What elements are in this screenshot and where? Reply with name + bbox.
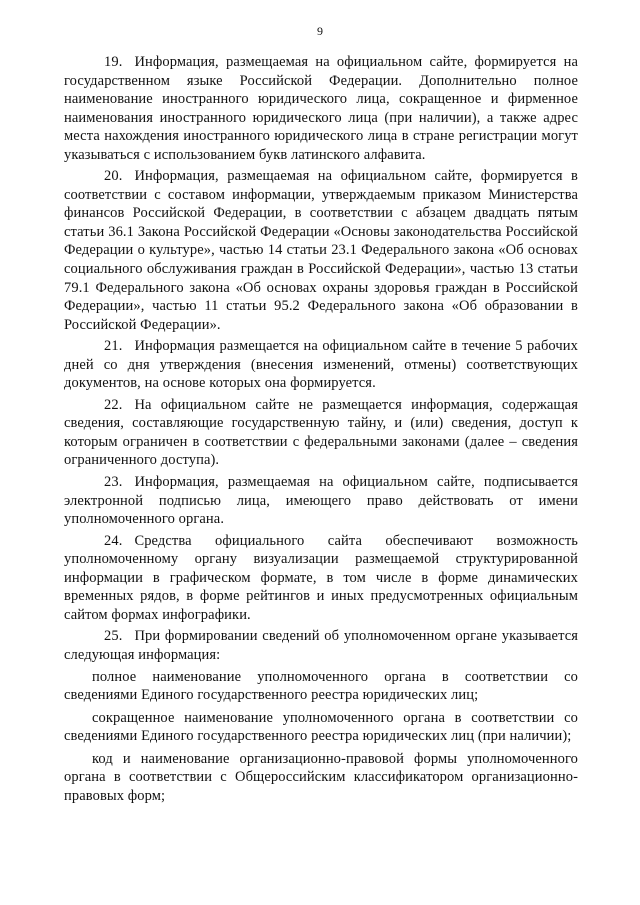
paragraph-text: Информация, размещаемая на официальном сайте, подписывается электронной подписью лица, имеющего право действовать от имени уполномоченного органа. [64, 474, 578, 528]
subitem-legal-form: код и наименование организационно-правовой формы уполномоченного органа в соответствии с Общероссийским классификатором организационно-правовых форм; [64, 750, 578, 804]
paragraph-number: 20. [104, 168, 123, 185]
paragraph-number: 19. [104, 54, 123, 70]
paragraph-text: При формировании сведений об уполномоченном органе указывается следующая информация: [64, 628, 578, 663]
paragraph-text: Информация размещается на официальном сайте в течение 5 рабочих дней со дня утверждения (внесения изменений, отмены) соответствующих документов, на основе которых она формируется. [64, 338, 578, 392]
subitem-full-name: полное наименование уполномоченного органа в соответствии со сведениями Единого государственного реестра юридических лиц; [64, 668, 578, 704]
paragraph-19 [64, 53, 578, 164]
paragraph-text: На официальном сайте не размещается информация, содержащая сведения, составляющие государственную тайну, и (или) сведения, доступ к которым ограничен в соответствии с федеральными законами (далее – сведения ограниченного доступа). [64, 396, 578, 469]
paragraph-text: Средства официального сайта обеспечивают возможность уполномоченному органу визуализации размещаемой структурированной информации в графическом формате, в том числе в форме динамических временных рядов, в форме рейтингов и иных предусмотренных официальным сайтом формах инфографики. [64, 532, 578, 623]
paragraph-text: Информация, размещаемая на официальном сайте, формируется в соответствии с составом информации, утверждаемым приказом Министерства финансов Российской Федерации, в соответствии с абзацем двадцать пятым статьи 36.1 Закона Российской Федерации «Основы законодательства Российской Федерации о культуре», частью 14 статьи 23.1 Федерального закона «Об основах социального обслуживания граждан в Российской Федерации», частью 13 статьи 79.1 Федерального закона «Об основах охраны здоровья граждан в Российской Федерации», частью 11 статьи 95.2 Федерального закона «Об образовании в Российской Федерации». [64, 168, 578, 333]
paragraph-number: 24. [104, 532, 123, 549]
paragraph-text: Информация, размещаемая на официальном сайте, формируется на государственном языке Российской Федерации. Дополнительно полное наименование иностранного юридического лица, сокращенное и фирменное наименования иностранного юридического лица (при наличии), а также адрес места нахождения иностранного юридического лица в стране регистрации могут указываться с использованием букв латинского алфавита. [64, 54, 578, 163]
document-body [64, 53, 578, 809]
paragraph-number: 23. [104, 474, 123, 491]
paragraph-24 [64, 532, 578, 625]
paragraph-number: 22. [104, 396, 123, 413]
paragraph-22 [64, 396, 578, 470]
paragraph-number: 21. [104, 338, 123, 355]
paragraph-21 [64, 337, 578, 393]
paragraph-number: 25. [104, 628, 123, 645]
subitem-short-name: сокращенное наименование уполномоченного органа в соответствии со сведениями Единого государственного реестра юридических лиц (при наличии); [64, 709, 578, 745]
paragraph-20 [64, 167, 578, 334]
page-number: 9 [317, 24, 323, 38]
paragraph-25 [64, 627, 578, 664]
paragraph-23 [64, 473, 578, 529]
